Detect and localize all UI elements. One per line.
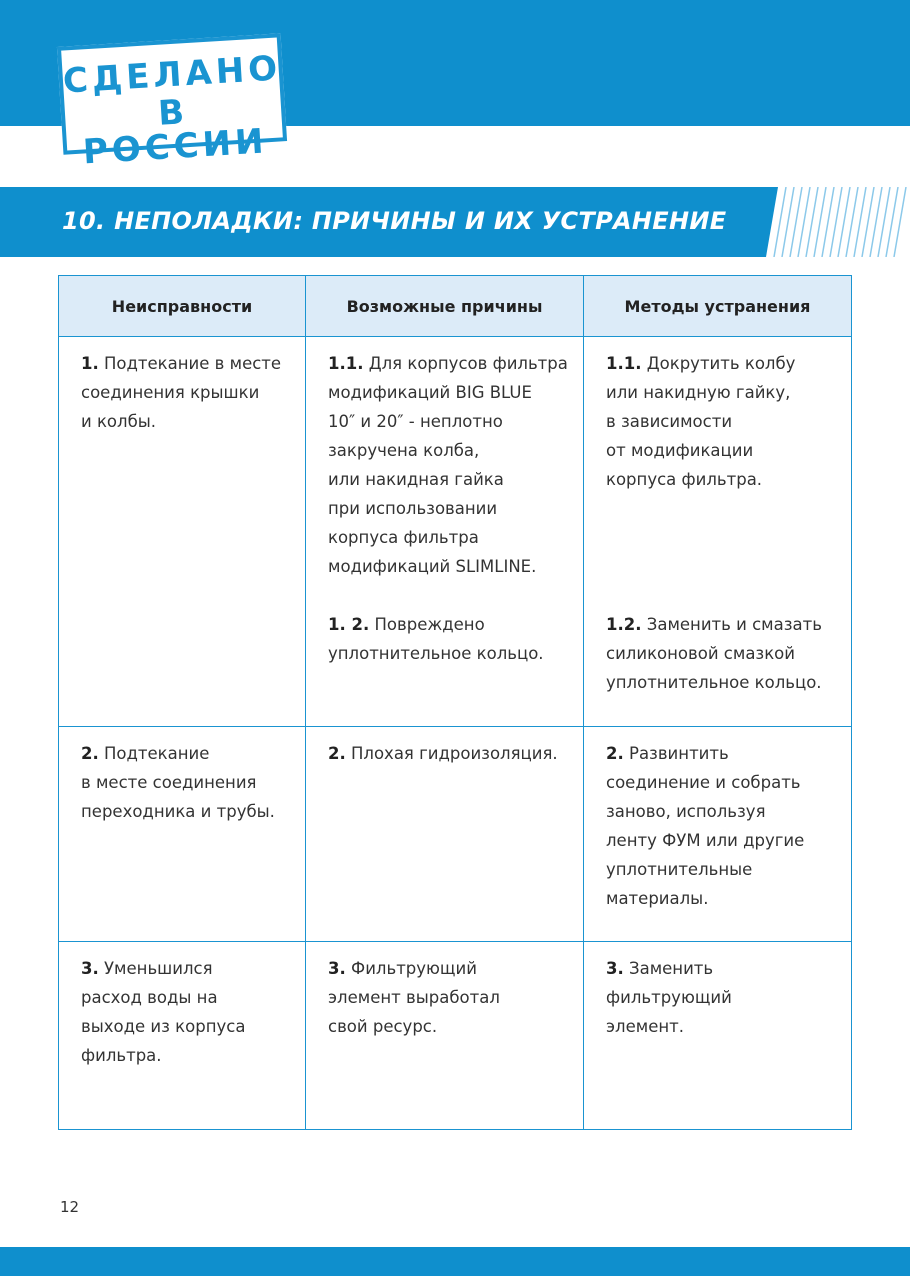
- cause-text: Фильтрующий элемент выработал свой ресурс.: [328, 959, 500, 1036]
- fix-text: Докрутить колбу или накидную гайку, в зависимости от модификации корпуса фильтра.: [606, 354, 796, 489]
- item-number: 3.: [328, 959, 346, 978]
- header-fixes: Методы устранения: [584, 276, 852, 337]
- cause-text: Для корпусов фильтра модификаций BIG BLUE 10″ и 20″ - неплотно закручена колба, или накидная гайка при использовании корпуса фильтра модификаций SLIMLINE.: [328, 354, 568, 576]
- cause-text: Плохая гидроизоляция.: [351, 744, 558, 763]
- stamp-line-2: В РОССИИ: [81, 92, 269, 173]
- item-number: 1.2.: [606, 615, 642, 634]
- stamp-line-1: СДЕЛАНО: [61, 48, 283, 102]
- fault-cell: [59, 727, 306, 942]
- item-number: 2.: [81, 744, 99, 763]
- fix-text: Развинтить соединение и собрать заново, используя ленту ФУМ или другие уплотнительные материалы.: [606, 744, 805, 908]
- troubleshooting-table: [58, 275, 852, 1130]
- header-faults: Неисправности: [59, 276, 306, 337]
- item-number: 1.: [81, 354, 99, 373]
- item-number: 1.1.: [328, 354, 364, 373]
- bottom-brand-band: [0, 1247, 910, 1276]
- header-causes: Возможные причины: [306, 276, 584, 337]
- fault-cell: [59, 337, 306, 727]
- table-header-row: [59, 276, 852, 337]
- fix-cell: [584, 337, 852, 727]
- table-row: [59, 727, 852, 942]
- item-number: 2.: [328, 744, 346, 763]
- item-number: 1. 2.: [328, 615, 370, 634]
- table-row: [59, 337, 852, 727]
- item-number: 3.: [81, 959, 99, 978]
- item-number: 3.: [606, 959, 624, 978]
- made-in-russia-stamp: [57, 33, 287, 173]
- fix-cell: [584, 942, 852, 1130]
- fault-text: Подтекание в месте соединения крышки и колбы.: [81, 354, 282, 431]
- fix-text: Заменить фильтрующий элемент.: [606, 959, 732, 1036]
- fix-entry: [606, 349, 841, 494]
- cause-cell: [306, 727, 584, 942]
- item-number: 1.1.: [606, 354, 642, 373]
- item-number: 2.: [606, 744, 624, 763]
- fault-text: Уменьшился расход воды на выходе из корпуса фильтра.: [81, 959, 246, 1065]
- cause-cell: [306, 942, 584, 1130]
- fault-text: Подтекание в месте соединения переходника и трубы.: [81, 744, 275, 821]
- section-title: 10. НЕПОЛАДКИ: ПРИЧИНЫ И ИХ УСТРАНЕНИЕ: [62, 207, 727, 235]
- cause-entry: [328, 349, 573, 581]
- cause-entry: [328, 610, 573, 668]
- fix-cell: [584, 727, 852, 942]
- page-number: 12: [60, 1198, 80, 1216]
- cause-cell: [306, 337, 584, 727]
- fix-text: Заменить и смазать силиконовой смазкой уплотнительное кольцо.: [606, 615, 822, 692]
- table-row: [59, 942, 852, 1130]
- fix-entry: [606, 610, 841, 697]
- fault-cell: [59, 942, 306, 1130]
- cause-text: Повреждено уплотнительное кольцо.: [328, 615, 544, 663]
